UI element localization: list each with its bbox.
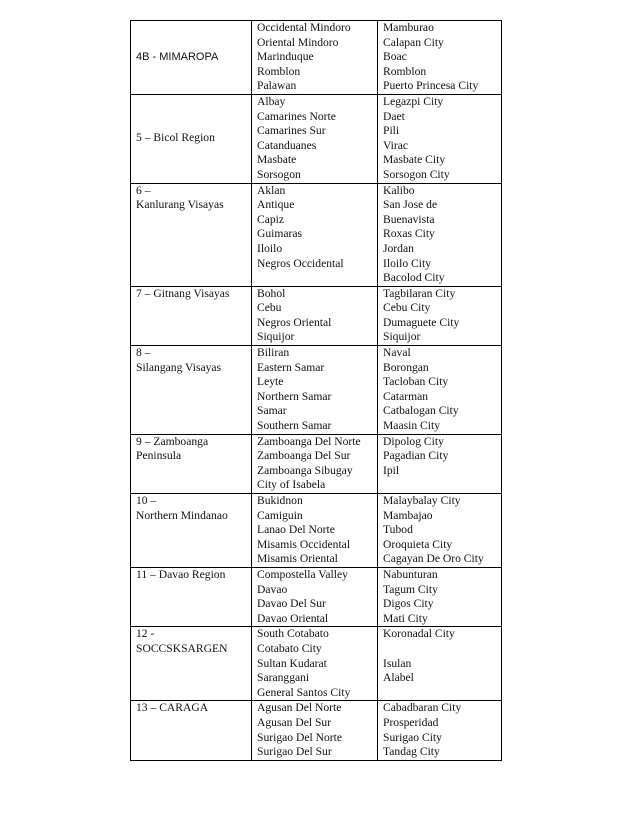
table-row [131, 434, 502, 493]
capital-line: Cagayan De Oro City [383, 552, 484, 566]
province-line: Davao [257, 582, 288, 596]
province-line: Occidental Mindoro [257, 21, 351, 34]
provinces-cell [252, 494, 378, 568]
provinces-cell [252, 21, 378, 95]
province-line: Misamis Oriental [257, 552, 338, 566]
capitals-cell [378, 494, 502, 568]
province-line: Compostella Valley [257, 567, 348, 581]
province-line: Northern Samar [257, 389, 332, 403]
region-line: 10 – [136, 494, 157, 507]
capital-line: Masbate City [383, 153, 446, 167]
capital-line [383, 478, 501, 493]
capitals-cell [378, 286, 502, 345]
capital-line: Mati City [383, 611, 428, 625]
province-line: Albay [257, 94, 286, 108]
province-line: Oriental Mindoro [257, 35, 339, 49]
capital-line: Puerto Princesa City [383, 79, 479, 93]
province-line [257, 271, 377, 286]
province-line: Guimaras [257, 227, 303, 241]
capital-line: Dumaguete City [383, 315, 460, 329]
capital-line: Prosperidad [383, 715, 439, 729]
capital-line: Koronadal City [383, 627, 455, 641]
capital-line: Tandag City [383, 745, 440, 759]
capitals-cell [378, 21, 502, 95]
province-line: General Santos City [257, 685, 351, 699]
region-line: 8 – [136, 346, 151, 360]
capital-line: Alabel [383, 671, 414, 685]
table-row [131, 567, 502, 626]
province-line: Aklan [257, 183, 286, 197]
capital-line: Tacloban City [383, 375, 449, 389]
province-line: Agusan Del Sur [257, 715, 332, 729]
capital-line: San Jose de [383, 198, 438, 212]
region-line: Kanlurang Visayas [136, 198, 224, 212]
capital-line: Tagbilaran City [383, 286, 456, 300]
capital-line: Nabunturan [383, 567, 438, 581]
province-line: Camarines Sur [257, 124, 326, 138]
capital-line: Siquijor [383, 330, 421, 344]
province-line: Leyte [257, 375, 284, 389]
capital-line: Boac [383, 50, 407, 64]
capital-line [383, 642, 501, 657]
provinces-cell [252, 94, 378, 183]
region-line: SOCCSKSARGEN [136, 641, 228, 655]
table-row [131, 701, 502, 760]
region-line: 5 – Bicol Region [136, 131, 215, 145]
province-line: Negros Occidental [257, 256, 344, 270]
province-line: Camarines Norte [257, 109, 336, 123]
table-row [131, 286, 502, 345]
provinces-cell [252, 434, 378, 493]
capitals-cell [378, 94, 502, 183]
region-cell [131, 494, 252, 568]
province-line: Davao Oriental [257, 611, 329, 625]
region-cell [131, 94, 252, 183]
table-row [131, 627, 502, 701]
capital-line: Mambajao [383, 508, 433, 522]
capital-line: Catbalogan City [383, 404, 459, 418]
capital-line: Catarman [383, 389, 429, 403]
capitals-cell [378, 627, 502, 701]
province-line: Capiz [257, 212, 285, 226]
region-line: Northern Mindanao [136, 508, 228, 522]
provinces-cell [252, 627, 378, 701]
province-line: Surigao Del Norte [257, 730, 343, 744]
regions-table-body [131, 21, 502, 761]
provinces-cell [252, 567, 378, 626]
provinces-cell [252, 286, 378, 345]
capital-line: Pili [383, 124, 400, 138]
province-line: Samar [257, 404, 287, 418]
region-line: 13 – CARAGA [136, 701, 209, 715]
table-row [131, 21, 502, 95]
table-row [131, 94, 502, 183]
capital-line: Tagum City [383, 582, 438, 596]
province-line: Camiguin [257, 508, 303, 522]
capitals-cell [378, 567, 502, 626]
capital-line: Surigao City [383, 730, 442, 744]
capital-line: Cabadbaran City [383, 701, 462, 715]
region-line: 6 – [136, 183, 151, 197]
capital-line: Maasin City [383, 419, 441, 433]
capital-line: Iloilo City [383, 256, 431, 270]
capital-line: Pagadian City [383, 449, 449, 463]
region-line: 4B - MIMAROPA [136, 51, 219, 64]
province-line: Southern Samar [257, 419, 332, 433]
capital-line: Naval [383, 346, 411, 360]
capital-line: Daet [383, 109, 405, 123]
capital-line: Buenavista [383, 212, 435, 226]
capital-line: Jordan [383, 241, 414, 255]
capitals-cell [378, 434, 502, 493]
capital-line: Virac [383, 138, 409, 152]
region-line: Silangang Visayas [136, 360, 222, 374]
province-line: Surigao Del Sur [257, 745, 332, 759]
table-row [131, 494, 502, 568]
capital-line: Roxas City [383, 227, 435, 241]
province-line: Siquijor [257, 330, 295, 344]
province-line: Negros Oriental [257, 315, 332, 329]
regions-table [130, 20, 502, 761]
provinces-cell [252, 701, 378, 760]
region-cell [131, 627, 252, 701]
region-cell [131, 434, 252, 493]
province-line: Zamboanga Sibugay [257, 463, 353, 477]
capitals-cell [378, 346, 502, 435]
region-cell [131, 346, 252, 435]
capital-line: Kalibo [383, 183, 415, 197]
region-cell [131, 567, 252, 626]
province-line: Davao Del Sur [257, 597, 326, 611]
provinces-cell [252, 346, 378, 435]
region-line: Peninsula [136, 449, 182, 463]
province-line: South Cotabato [257, 627, 329, 641]
province-line: Saranggani [257, 671, 310, 685]
province-line: Cebu [257, 301, 282, 315]
province-line: Lanao Del Norte [257, 523, 335, 537]
province-line: Zamboanga Del Sur [257, 449, 351, 463]
capital-line [383, 686, 501, 701]
provinces-cell [252, 183, 378, 286]
province-line: Sultan Kudarat [257, 656, 327, 670]
capitals-cell [378, 701, 502, 760]
province-line: Bohol [257, 286, 286, 300]
capital-line: Ipil [383, 463, 400, 477]
province-line: Marinduque [257, 50, 314, 64]
province-line: Eastern Samar [257, 360, 325, 374]
province-line: Zamboanga Del Norte [257, 434, 361, 448]
capital-line: Malaybalay City [383, 494, 461, 507]
region-line: 9 – Zamboanga [136, 434, 209, 448]
capital-line: Sorsogon City [383, 167, 450, 181]
capitals-cell [378, 183, 502, 286]
province-line: Antique [257, 198, 295, 212]
province-line: Iloilo [257, 241, 283, 255]
region-cell [131, 286, 252, 345]
capital-line: Mamburao [383, 21, 434, 34]
capital-line: Digos City [383, 597, 434, 611]
table-row [131, 346, 502, 435]
capital-line: Romblon [383, 64, 427, 78]
province-line: Romblon [257, 64, 301, 78]
capital-line: Borongan [383, 360, 429, 374]
capital-line: Dipolog City [383, 434, 444, 448]
region-cell [131, 21, 252, 95]
capital-line: Oroquieta City [383, 537, 453, 551]
region-line: 11 – Davao Region [136, 567, 226, 581]
capital-line: Isulan [383, 656, 412, 670]
province-line: Masbate [257, 153, 297, 167]
region-line: 12 - [136, 627, 155, 641]
region-line: 7 – Gitnang Visayas [136, 286, 230, 300]
capital-line: Cebu City [383, 301, 431, 315]
capital-line: Calapan City [383, 35, 444, 49]
province-line: Biliran [257, 346, 290, 360]
region-cell [131, 183, 252, 286]
province-line: Misamis Occidental [257, 537, 351, 551]
province-line: Sorsogon [257, 167, 301, 181]
capital-line: Legazpi City [383, 94, 444, 108]
capital-line: Bacolod City [383, 271, 445, 285]
province-line: City of Isabela [257, 478, 326, 492]
table-row [131, 183, 502, 286]
province-line: Catanduanes [257, 138, 317, 152]
province-line: Agusan Del Norte [257, 701, 342, 715]
province-line: Cotabato City [257, 641, 322, 655]
province-line: Palawan [257, 79, 297, 93]
capital-line: Tubod [383, 523, 413, 537]
region-cell [131, 701, 252, 760]
province-line: Bukidnon [257, 494, 303, 507]
